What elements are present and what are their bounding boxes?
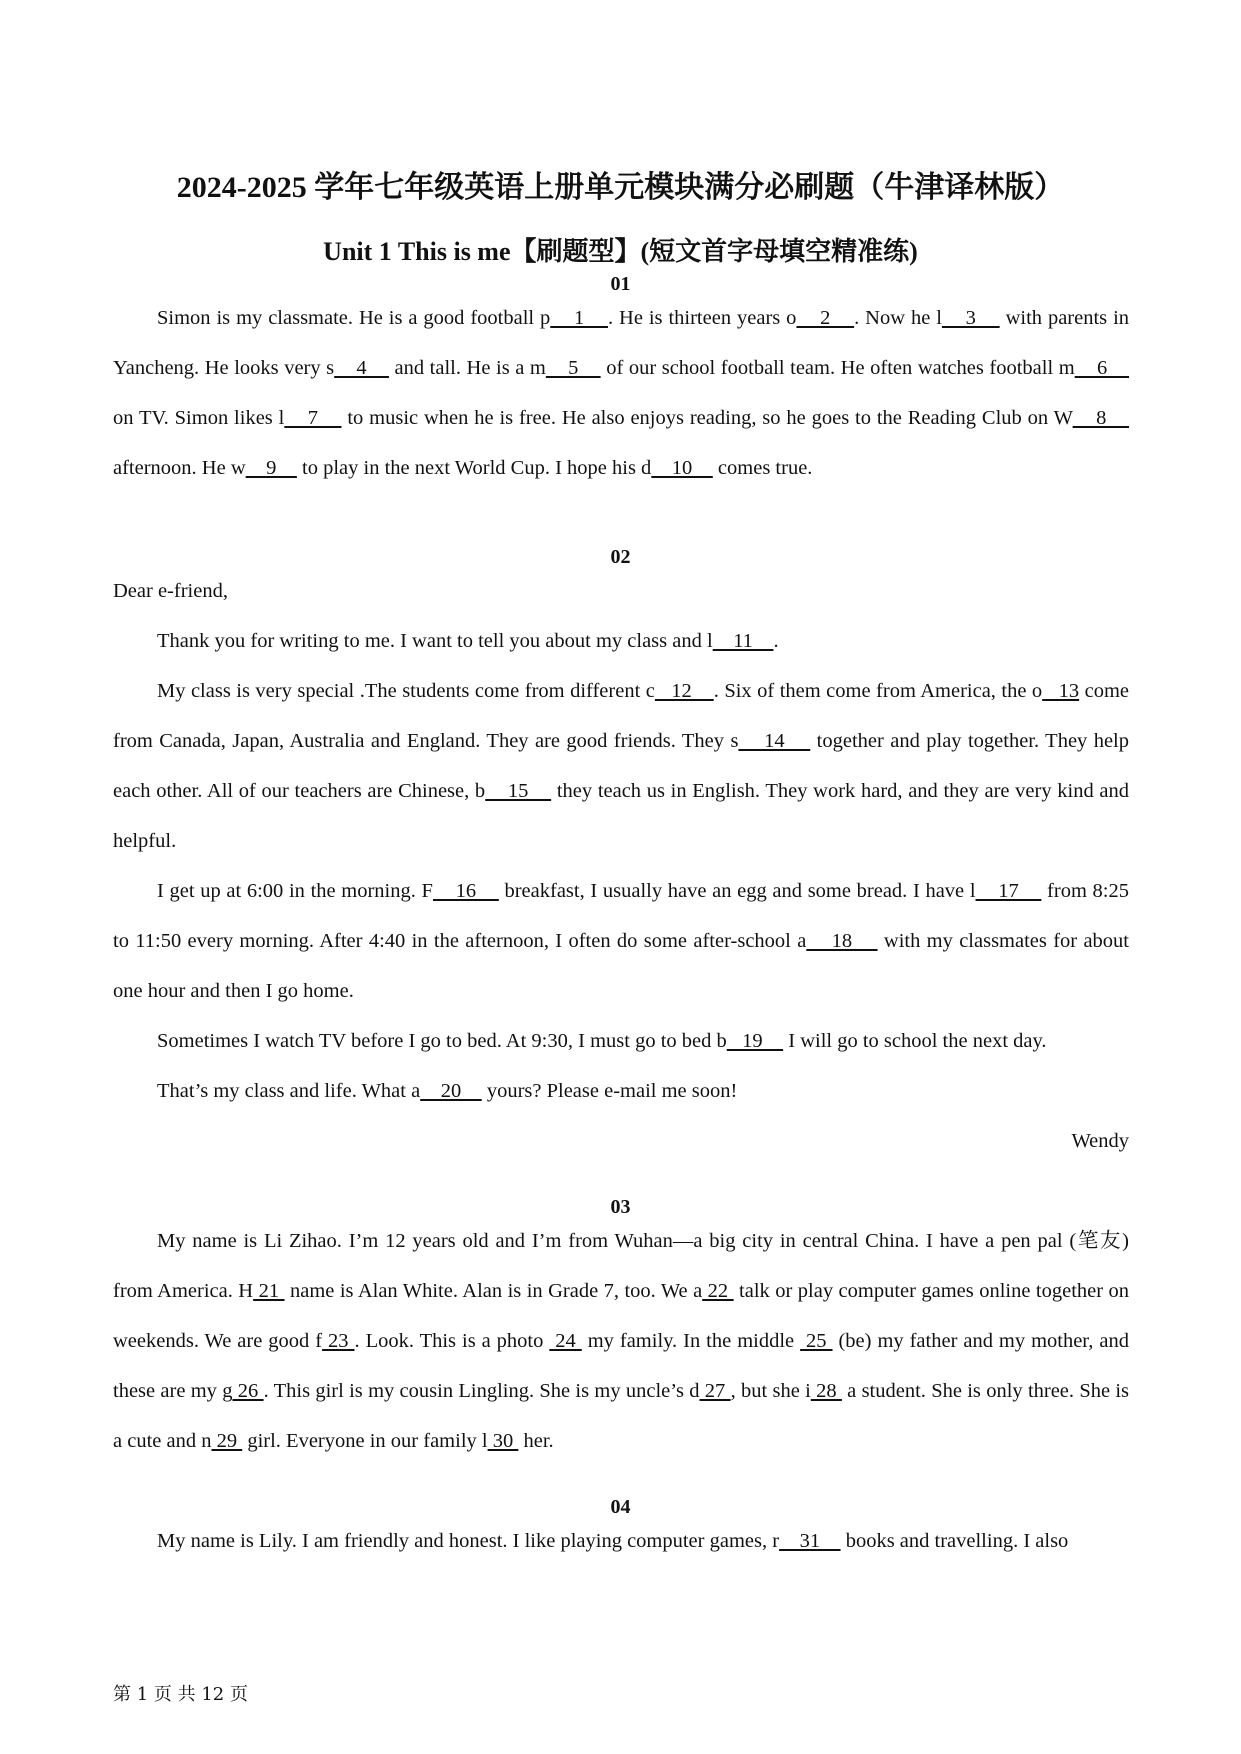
blank-3: 3 [941,307,1000,329]
blank-27: 27 [699,1380,731,1402]
blank-31: 31 [779,1530,841,1552]
blank-7: 7 [284,407,342,429]
blank-21: 21 [253,1280,285,1302]
section-number: 03 [610,1196,631,1218]
blank-5: 5 [545,357,601,379]
letter-signature: Wendy [1071,1130,1129,1152]
blank-20: 20 [420,1080,482,1102]
blank-18: 18 [806,930,878,952]
blank-30: 30 [487,1430,519,1452]
blank-13: 13 [1042,680,1080,702]
paragraph: My name is Lily. I am friendly and honest. I like playing computer games, r 31 books and travelling. I also [157,1530,1069,1552]
page-title: 2024-2025 学年七年级英语上册单元模块满分必刷题（牛津译林版） [176,171,1065,204]
section-number: 01 [610,273,631,295]
page-subtitle: Unit 1 This is me【刷题型】(短文首字母填空精准练) [323,237,918,266]
section-number: 02 [610,546,631,568]
paragraph: I get up at 6:00 in the morning. F 16 breakfast, I usually have an egg and some bread. I have l 17 from 8:25 to 11:50 every morning. After 4:40 in the afternoon, I often do some after-school a 18 with my classmates for about one hour and then I go home. [113,880,1130,1002]
blank-22: 22 [702,1280,734,1302]
paragraph: That’s my class and life. What a 20 yours? Please e-mail me soon! [157,1080,738,1102]
paragraph: My name is Li Zihao. I’m 12 years old and I’m from Wuhan—a big city in central China. I have a pen pal (笔友) from America. H 21 name is Alan White. Alan is in Grade 7, too. We a 22 talk or play computer games online together on weekends. We are good f 23 . Look. This is a photo 24 my family. In the middle 25 (be) my father and my mother, and these are my g 26 . This girl is my cousin Lingling. She is my uncle’s d 27 , but she i 28 a student. She is only three. She is a cute and n 29 girl. Everyone in our family l 30 her. [113,1230,1130,1452]
blank-17: 17 [975,880,1042,902]
blank-29: 29 [211,1430,243,1452]
blank-15: 15 [485,780,552,802]
paragraph: Thank you for writing to me. I want to tell you about my class and l 11 . [157,630,779,652]
blank-10: 10 [651,457,713,479]
blank-8: 8 [1072,407,1130,429]
blank-6: 6 [1074,357,1130,379]
blank-26: 26 [232,1380,264,1402]
blank-14: 14 [738,730,811,752]
letter-greeting: Dear e-friend, [113,580,228,602]
blank-2: 2 [796,307,855,329]
blank-9: 9 [245,457,297,479]
blank-11: 11 [712,630,774,652]
blank-16: 16 [432,880,499,902]
blank-25: 25 [800,1330,833,1352]
page-number: 第 1 页 共 12 页 [113,1684,248,1705]
blank-1: 1 [550,307,608,329]
paragraph: Sometimes I watch TV before I go to bed. At 9:30, I must go to bed b 19 I will go to school the next day. [157,1030,1047,1052]
paragraph: My class is very special .The students come from different c 12 . Six of them come from America, the o 13 come from Canada, Japan, Australia and England. They are good friends. They s 14 together and play together. They help each other. All of our teachers are Chinese, b 15 they teach us in English. They work hard, and they are very kind and helpful. [113,680,1130,852]
blank-28: 28 [810,1380,842,1402]
blank-24: 24 [549,1330,582,1352]
paragraph: Simon is my classmate. He is a good football p 1 . He is thirteen years o 2 . Now he l 3 with parents in Yancheng. He looks very s 4 and tall. He is a m 5 of our school football team. He often watches football m 6 on TV. Simon likes l 7 to music when he is free. He also enjoys reading, so he goes to the Reading Club on W 8 afternoon. He w 9 to play in the next World Cup. I hope his d 10 comes true. [113,307,1130,479]
blank-19: 19 [726,1030,784,1052]
blank-12: 12 [654,680,714,702]
blank-4: 4 [334,357,389,379]
blank-23: 23 [322,1330,355,1352]
section-number: 04 [610,1496,631,1518]
